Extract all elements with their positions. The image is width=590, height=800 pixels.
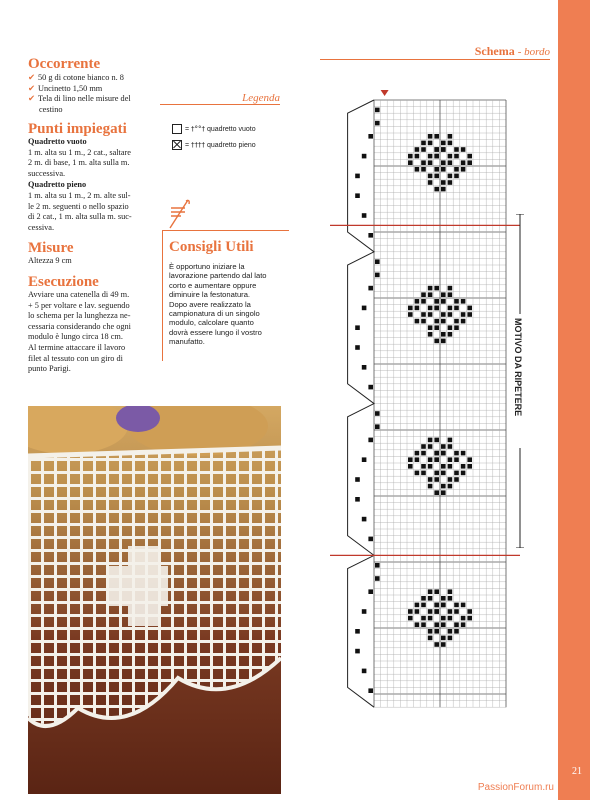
pieno-line: le 2 m. seguenti o nello spazio — [28, 201, 129, 211]
pieno-line: 1 m. alta su 1 m., 2 m. alte sul- — [28, 190, 131, 200]
vuoto-line: successiva. — [28, 168, 66, 178]
punti-text — [28, 137, 156, 233]
orange-side-band — [558, 0, 590, 800]
tips-title: Consigli Utili — [169, 239, 254, 255]
esecuzione-line: filet al tessuto con un giro di — [28, 353, 123, 363]
occorrente-heading: Occorrente — [28, 56, 101, 72]
vuoto-title: Quadretto vuoto — [28, 137, 87, 146]
esecuzione-line: Avviare una catenella di 49 m. — [28, 290, 130, 299]
occorrente-item: ✔ Tela di lino nelle misure del — [28, 94, 131, 104]
watermark-text: PassionForum.ru — [477, 782, 554, 793]
esecuzione-line: lo schema per la lunghezza ne- — [28, 311, 131, 321]
punti-heading: Punti impiegati — [28, 121, 127, 137]
check-icon: ✔ — [28, 94, 35, 104]
legend-full-row: = †††† quadretto pieno — [172, 140, 256, 150]
occorrente-list — [28, 73, 131, 115]
tips-line: lavorazione partendo dal lato — [169, 271, 267, 281]
esecuzione-line: modulo è lungo circa 18 cm. — [28, 332, 123, 342]
tips-line: È opportuno iniziare la — [169, 262, 245, 271]
tips-line: corto e aumentare oppure — [169, 280, 257, 290]
vuoto-line: 1 m. alta su 1 m., 2 cat., saltare — [28, 147, 131, 157]
crochet-hook-icon — [166, 196, 192, 230]
esecuzione-line: cessaria considerando che ogni — [28, 321, 131, 331]
tips-line: diminuire la festonatura. — [169, 290, 251, 300]
tips-line: modulo, calcolare quanto — [169, 318, 254, 328]
chart-grid-svg — [330, 88, 520, 714]
misure-heading: Misure — [28, 240, 74, 256]
tips-line: Dopo avere realizzato la — [169, 299, 251, 309]
occorrente-item: ✔ 50 g di cotone bianco n. 8 — [28, 73, 124, 82]
legend-title: Legenda — [160, 92, 280, 105]
motivo-bracket — [516, 214, 524, 548]
empty-square-icon — [172, 124, 182, 134]
esecuzione-line: + 5 per voltare e lav. seguendo — [28, 300, 130, 310]
tips-body — [169, 262, 289, 347]
vuoto-line: 2 m. di base, 1 m. alta sulla m. — [28, 158, 130, 168]
legend-full-label: quadretto pieno — [207, 141, 256, 149]
occorrente-item: ✔ Uncinetto 1,50 mm — [28, 83, 103, 93]
legend-empty-label: quadretto vuoto — [207, 125, 256, 133]
tips-line: campionatura di un singolo — [169, 309, 260, 319]
tips-line: manufatto. — [169, 337, 205, 347]
esecuzione-text — [28, 290, 158, 375]
pieno-title: Quadretto pieno — [28, 180, 87, 190]
esecuzione-heading: Esecuzione — [28, 274, 99, 290]
tips-line: dovrà essere lungo il vostro — [169, 327, 262, 337]
schema-title: Schema - bordo — [320, 44, 550, 60]
pieno-line: di 2 cat., 1 m. alta sulla m. suc- — [28, 212, 132, 222]
esecuzione-line: Al termine attaccare il lavoro — [28, 342, 126, 352]
crochet-photo — [28, 406, 281, 794]
pieno-line: cessiva. — [28, 222, 55, 232]
legend-empty-row: = †°°† quadretto vuoto — [172, 124, 256, 134]
filled-square-icon — [172, 140, 182, 150]
esecuzione-line: punto Parigi. — [28, 364, 71, 374]
occorrente-item: cestino — [39, 104, 63, 114]
page-number: 21 — [572, 766, 582, 777]
misure-text: Altezza 9 cm — [28, 256, 72, 265]
motivo-label: MOTIVO DA RIPETERE — [513, 318, 523, 417]
check-icon: ✔ — [28, 83, 35, 93]
crochet-chart — [330, 88, 520, 719]
tips-box — [162, 230, 289, 361]
check-icon: ✔ — [28, 73, 35, 82]
stitch-symbol-icon: †††† — [191, 140, 206, 149]
stitch-symbol-icon: †°°† — [191, 124, 206, 133]
